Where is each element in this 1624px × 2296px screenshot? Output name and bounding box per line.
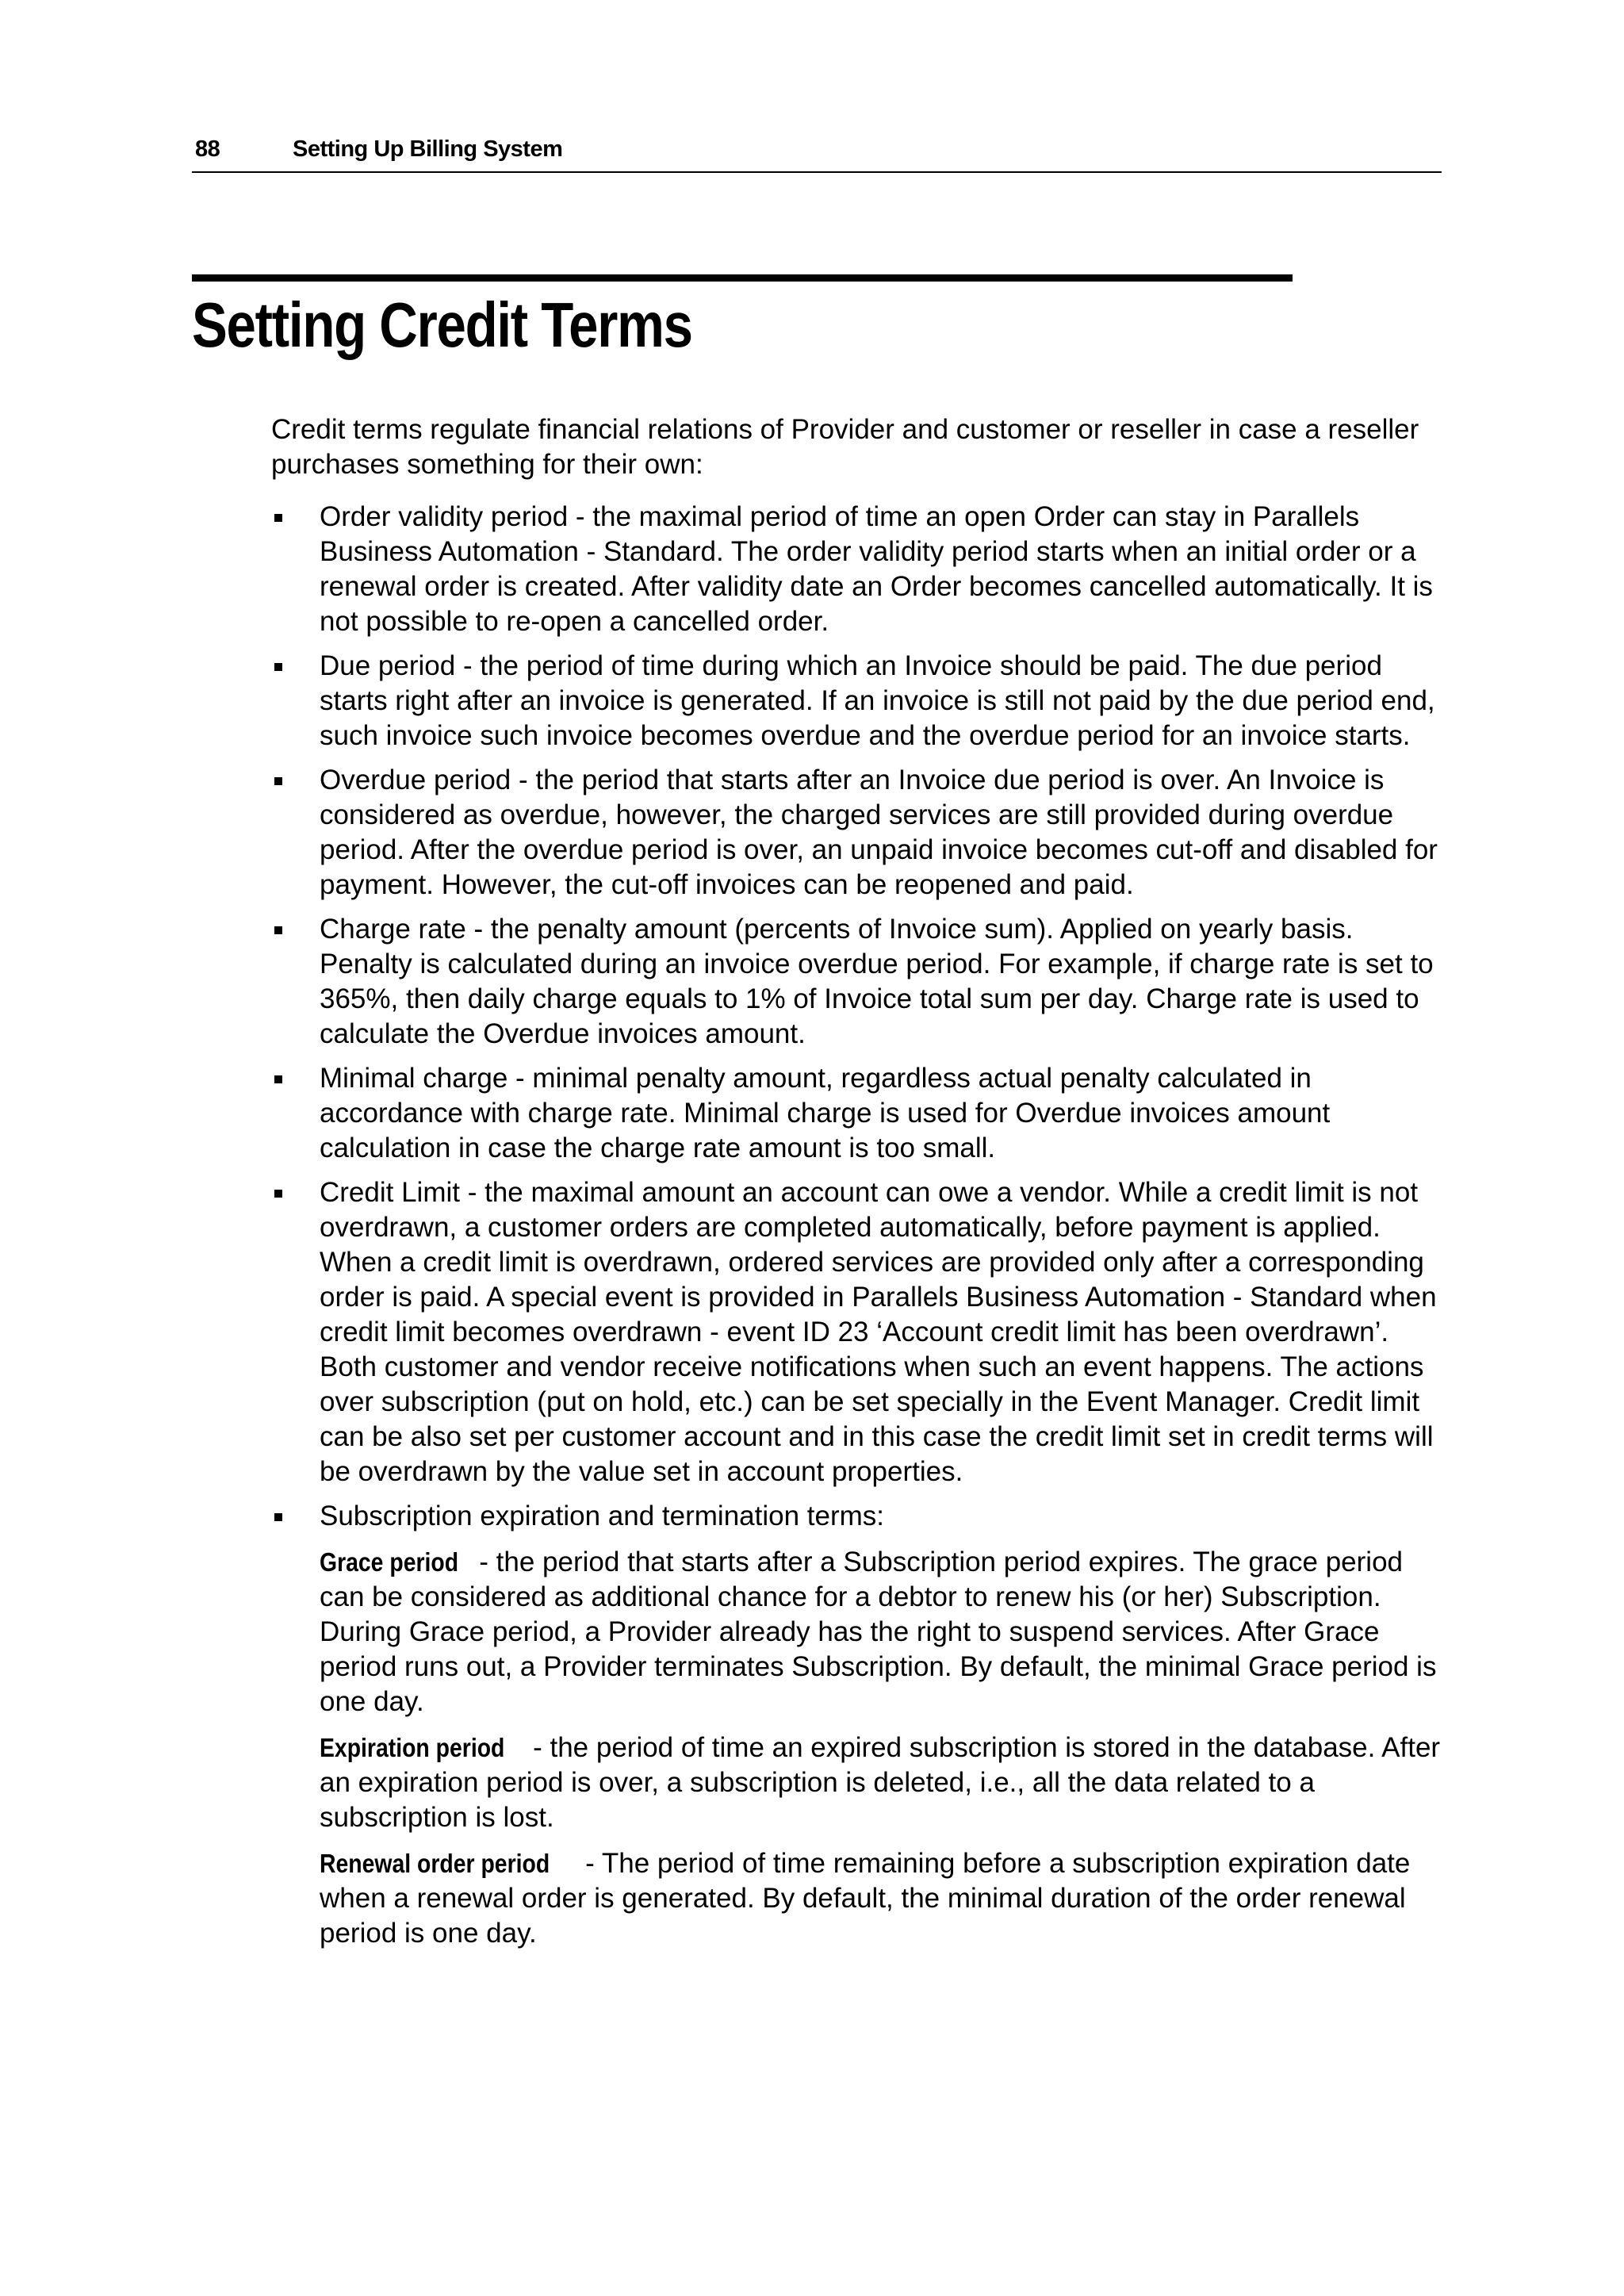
bullet-credit-limit [271,1175,1445,1489]
square-bullet-icon [274,926,282,934]
bullet-charge-rate [271,912,1445,1052]
bullet-subscription-terms [271,1499,1445,1951]
subterm-definition: - the period that starts after a Subscription period expires. The grace period can be considered as additional chance for a debtor to renew his (or her) Subscription. During Grace period, a Provider already has the right to suspend services. After Grace period runs out, a Provider terminates Subscription. By default, the minimal Grace period is one day. [320,1547,1437,1717]
bullet-minimal-charge [271,1061,1445,1166]
subterm-definition: - The period of time remaining before a subscription expiration date when a renewal order is generated. By default, the minimal duration of the order renewal period is one day. [320,1848,1411,1949]
heading-rule [192,274,1293,282]
square-bullet-icon [274,1513,282,1521]
subterm-term: Grace period [320,1547,459,1577]
subterm-definition: - the period of time an expired subscription is stored in the database. After an expiration period is over, a subscription is deleted, i.e., all the data related to a subscription is lost. [320,1732,1441,1833]
square-bullet-icon [274,777,282,785]
running-header-section: Setting Up Billing System [293,136,563,162]
bullet-text: Subscription expiration and termination terms: [320,1501,885,1531]
bullet-text: Credit Limit - the maximal amount an account can owe a vendor. While a credit limit is not overdrawn, a customer orders are completed automatically, before payment is applied. When a credit limit is overdrawn, ordered services are provided only after a corresponding order is paid. A special event is provided in Parallels Business Automation - Standard when credit limit becomes overdrawn - event ID 23 ‘Account credit limit has been overdrawn’. Both customer and vendor receive notifications when such an event happens. The actions over subscription (put on hold, etc.) can be set specially in the Event Manager. Credit limit can be also set per customer account and in this case the credit limit set in credit terms will be overdrawn by the value set in account properties. [320,1177,1437,1487]
bullet-text: Order validity period - the maximal period of time an open Order can stay in Parallels Business Automation - Standard. The order validity period starts when an initial order or a renewal order is created. After validity date an Order becomes cancelled automatically. It is not possible to re-open a cancelled order. [320,501,1433,637]
bullet-text: Overdue period - the period that starts after an Invoice due period is over. An Invoice is considered as overdue, however, the charged services are still provided during overdue period. After the overdue period is over, an unpaid invoice becomes cut-off and disabled for payment. However, the cut-off invoices can be reopened and paid. [320,765,1438,900]
subterm-renewal-order-period [320,1846,1445,1951]
square-bullet-icon [274,663,282,671]
square-bullet-icon [274,1190,282,1198]
square-bullet-icon [274,514,282,522]
subterm-expiration-period [320,1731,1445,1835]
square-bullet-icon [274,1075,282,1083]
intro-paragraph: Credit terms regulate financial relations of Provider and customer or reseller in case a reseller purchases something for their own: [271,414,1419,480]
body-content [271,412,1445,1962]
running-header [192,136,1442,173]
subterm-term: Expiration period [320,1733,505,1762]
page-number: 88 [195,136,220,162]
subterm-grace-period [320,1545,1445,1719]
bullet-text: Due period - the period of time during which an Invoice should be paid. The due period starts right after an invoice is generated. If an invoice is still not paid by the due period end, such invoice such invoice becomes overdue and the overdue period for an invoice starts. [320,650,1435,751]
bullet-due-period [271,649,1445,753]
subterm-term: Renewal order period [320,1849,550,1878]
bullet-overdue-period [271,763,1445,903]
bullet-text: Minimal charge - minimal penalty amount, regardless actual penalty calculated in accordance with charge rate. Minimal charge is used for Overdue invoices amount calculation in case the charge rate amount is too small. [320,1063,1331,1163]
page-title: Setting Credit Terms [192,289,692,360]
bullet-order-validity [271,500,1445,639]
bullet-text: Charge rate - the penalty amount (percents of Invoice sum). Applied on yearly basis. Penalty is calculated during an invoice overdue period. For example, if charge rate is set to 365%, then daily charge equals to 1% of Invoice total sum per day. Charge rate is used to calculate the Overdue invoices amount. [320,914,1434,1049]
credit-terms-list [271,500,1445,1951]
subscription-terms [320,1545,1445,1951]
